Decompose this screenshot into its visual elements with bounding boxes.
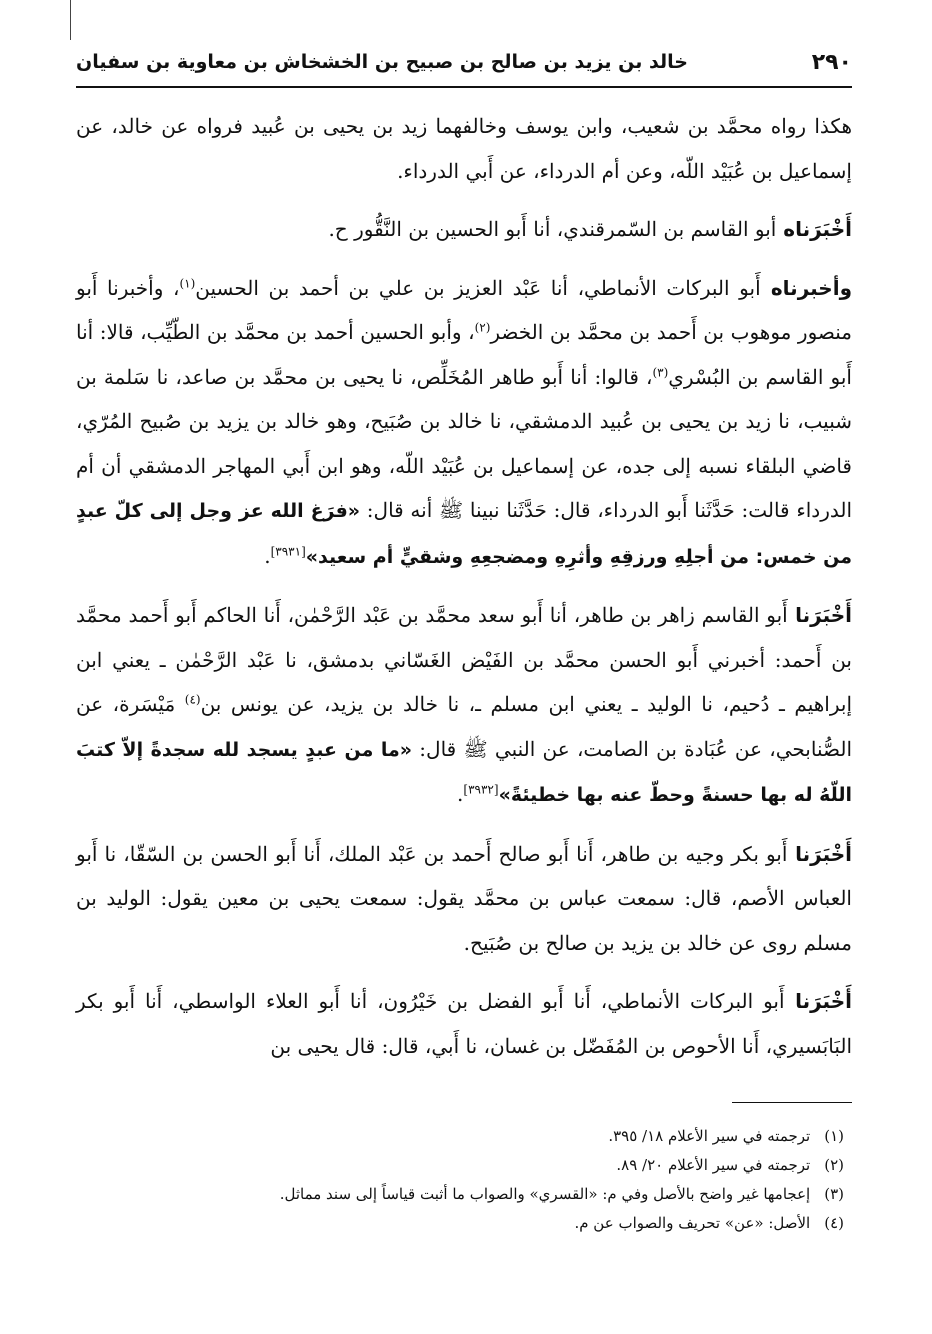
- header-rule: [76, 86, 852, 88]
- paragraph: [76, 104, 852, 193]
- footnote-text: الأصل: «عن» تحريف والصواب عن م.: [574, 1214, 811, 1232]
- paragraph: [76, 266, 852, 580]
- text-run: مَيْسَرة، عن الصُّنابحي، عن عُبَادة بن الصامت، عن النبي ﷺ قال:: [76, 692, 852, 761]
- footnote-text: إعجامها غير واضح بالأصل وفي م: «القسري» والصواب ما أثبت قياساً إلى سند مماثل.: [279, 1185, 811, 1203]
- footnote-number: (٣): [824, 1185, 844, 1203]
- text-run: أَبو بكر وجيه بن طاهر، أَنا أَبو صالح أَحمد بن عَبْد الملك، أَنا أَبو الحسن بن السّقّا، نا أَبو العباس الأصم، قال: سمعت عباس بن محمَّد يقول: سمعت يحيى بن معين يقول: الوليد بن مسلم روى عن خالد بن يزيد بن صالح بن صُبَيح.: [76, 841, 852, 955]
- footnote-ref: (٤): [184, 692, 201, 707]
- hadith-number: [٣٩٣١]: [270, 543, 306, 558]
- paragraph: [76, 593, 852, 818]
- footnote-number: (٢): [824, 1156, 844, 1174]
- narration-lead: أَخْبَرَنا: [787, 603, 853, 627]
- footnote: [76, 1209, 844, 1238]
- page-number: ٢٩٠: [811, 49, 852, 75]
- main-text: [76, 104, 852, 1082]
- paragraph: [76, 207, 852, 252]
- text-run: أبو القاسم بن السّمرقندي، أنا أَبو الحسين بن النَّقُّور ح.: [328, 217, 777, 241]
- text-run: أَبو البركات الأنماطي، أَنا أَبو الفضل بن خَيْرُون، أنا أَبو العلاء الواسطي، أَنا أَبو بكر البَابَسيري، أَنا الأحوص بن المُفَضّل بن غسان، نا أَبي، قال: قال يحيى بن: [76, 989, 852, 1058]
- text-run: .: [264, 543, 271, 568]
- footnote: [76, 1180, 844, 1209]
- footnote: [76, 1122, 844, 1151]
- narration-lead: أَخْبَرَناه: [776, 217, 852, 241]
- footnotes: [76, 1122, 844, 1238]
- text-run: ، قالوا: أنا أَبو طاهر المُخَلِّص، نا يحيى بن محمَّد بن صاعد، نا سَلمة بن شبيب، نا زيد بن يحيى بن عُبيد الدمشقي، نا خالد بن صُبَيح، وهو خالد بن يزيد بن صُبيح المُرّي، قاضي البلقاء نسبه إلى جده، عن إسماعيل بن عُبَيْد اللّه، وهو ابن أَبي المهاجر الدمشقي أن أم الدرداء قالت: حَدَّثَنا أَبو الدرداء، قال: حَدَّثَنا نبينا ﷺ أنه قال:: [76, 364, 853, 522]
- footnote-ref: (٣): [652, 364, 669, 379]
- footnote-text: ترجمته في سير الأعلام ١٨/ ٣٩٥.: [608, 1127, 811, 1145]
- footnote-separator: [732, 1102, 852, 1103]
- text-run: أَبو البركات الأنماطي، أنا عَبْد العزيز بن علي بن أحمد بن الحسين: [195, 275, 761, 300]
- hadith-number: [٣٩٣٢]: [463, 782, 499, 797]
- footnote: [76, 1151, 844, 1180]
- footnote-number: (١): [824, 1127, 844, 1145]
- narration-lead: أَخْبَرَنا: [784, 989, 852, 1013]
- footnote-text: ترجمته في سير الأعلام ٢٠/ ٨٩.: [616, 1156, 811, 1174]
- margin-edge-line: [70, 0, 71, 40]
- text-run: ، وأبو الحسين أحمد بن محمَّد بن الطّيِّب، قالا: أنا أَبو القاسم بن البُسْري: [76, 320, 852, 389]
- footnote-ref: (٢): [474, 320, 491, 335]
- footnote-number: (٤): [824, 1214, 844, 1232]
- footnote-ref: (١): [179, 275, 196, 290]
- narration-lead: أَخْبَرَنا: [787, 841, 853, 866]
- hadith-text: «ما من عبدٍ يسجد لله سجدةً إلاّ كتبَ اللّهُ له بها حسنةً وحطّ عنه بها خطيئةً»: [76, 738, 852, 806]
- text-run: هكذا رواه محمَّد بن شعيب، وابن يوسف وخالفهما زيد بن يحيى بن عُبيد فرواه عن خالد، عن إسماعيل بن عُبَيْد اللّه، وعن أم الدرداء، عن أَبي الدرداء.: [76, 114, 852, 183]
- paragraph: [76, 979, 852, 1068]
- running-title: خالد بن يزيد بن صالح بن صبيح بن الخشخاش بن معاوية بن سفيان: [76, 51, 688, 73]
- hadith-text: «فرَغ الله عز وجل إلى كلّ عبدٍ من خمس: من أجلِهِ ورزقِهِ وأثرِهِ ومضجعِهِ وشقيٍّ أم سعيد»: [76, 500, 852, 568]
- text-run: .: [457, 782, 464, 806]
- paragraph: [76, 832, 852, 966]
- text-run: ، وأخبرنا أَبو منصور موهوب بن أَحمد بن محمَّد بن الخضر: [76, 275, 852, 344]
- narration-lead: وأخبرناه: [760, 275, 853, 300]
- page-header: [76, 40, 852, 84]
- text-run: أَبو القاسم زاهر بن طاهر، أنا أَبو سعد محمَّد بن عَبْد الرَّحْمٰن، أَنا الحاكم أَبو أَحمد محمَّد بن أَحمد: أخبرني أَبو الحسن محمَّد بن الفَيْض الغَسّاني بدمشق، نا عَبْد الرَّحْمٰن ـ يعني ابن إبراهيم ـ دُحيم، نا الوليد ـ يعني ابن مسلم ـ، نا خالد بن يزيد، عن يونس بن: [76, 603, 852, 716]
